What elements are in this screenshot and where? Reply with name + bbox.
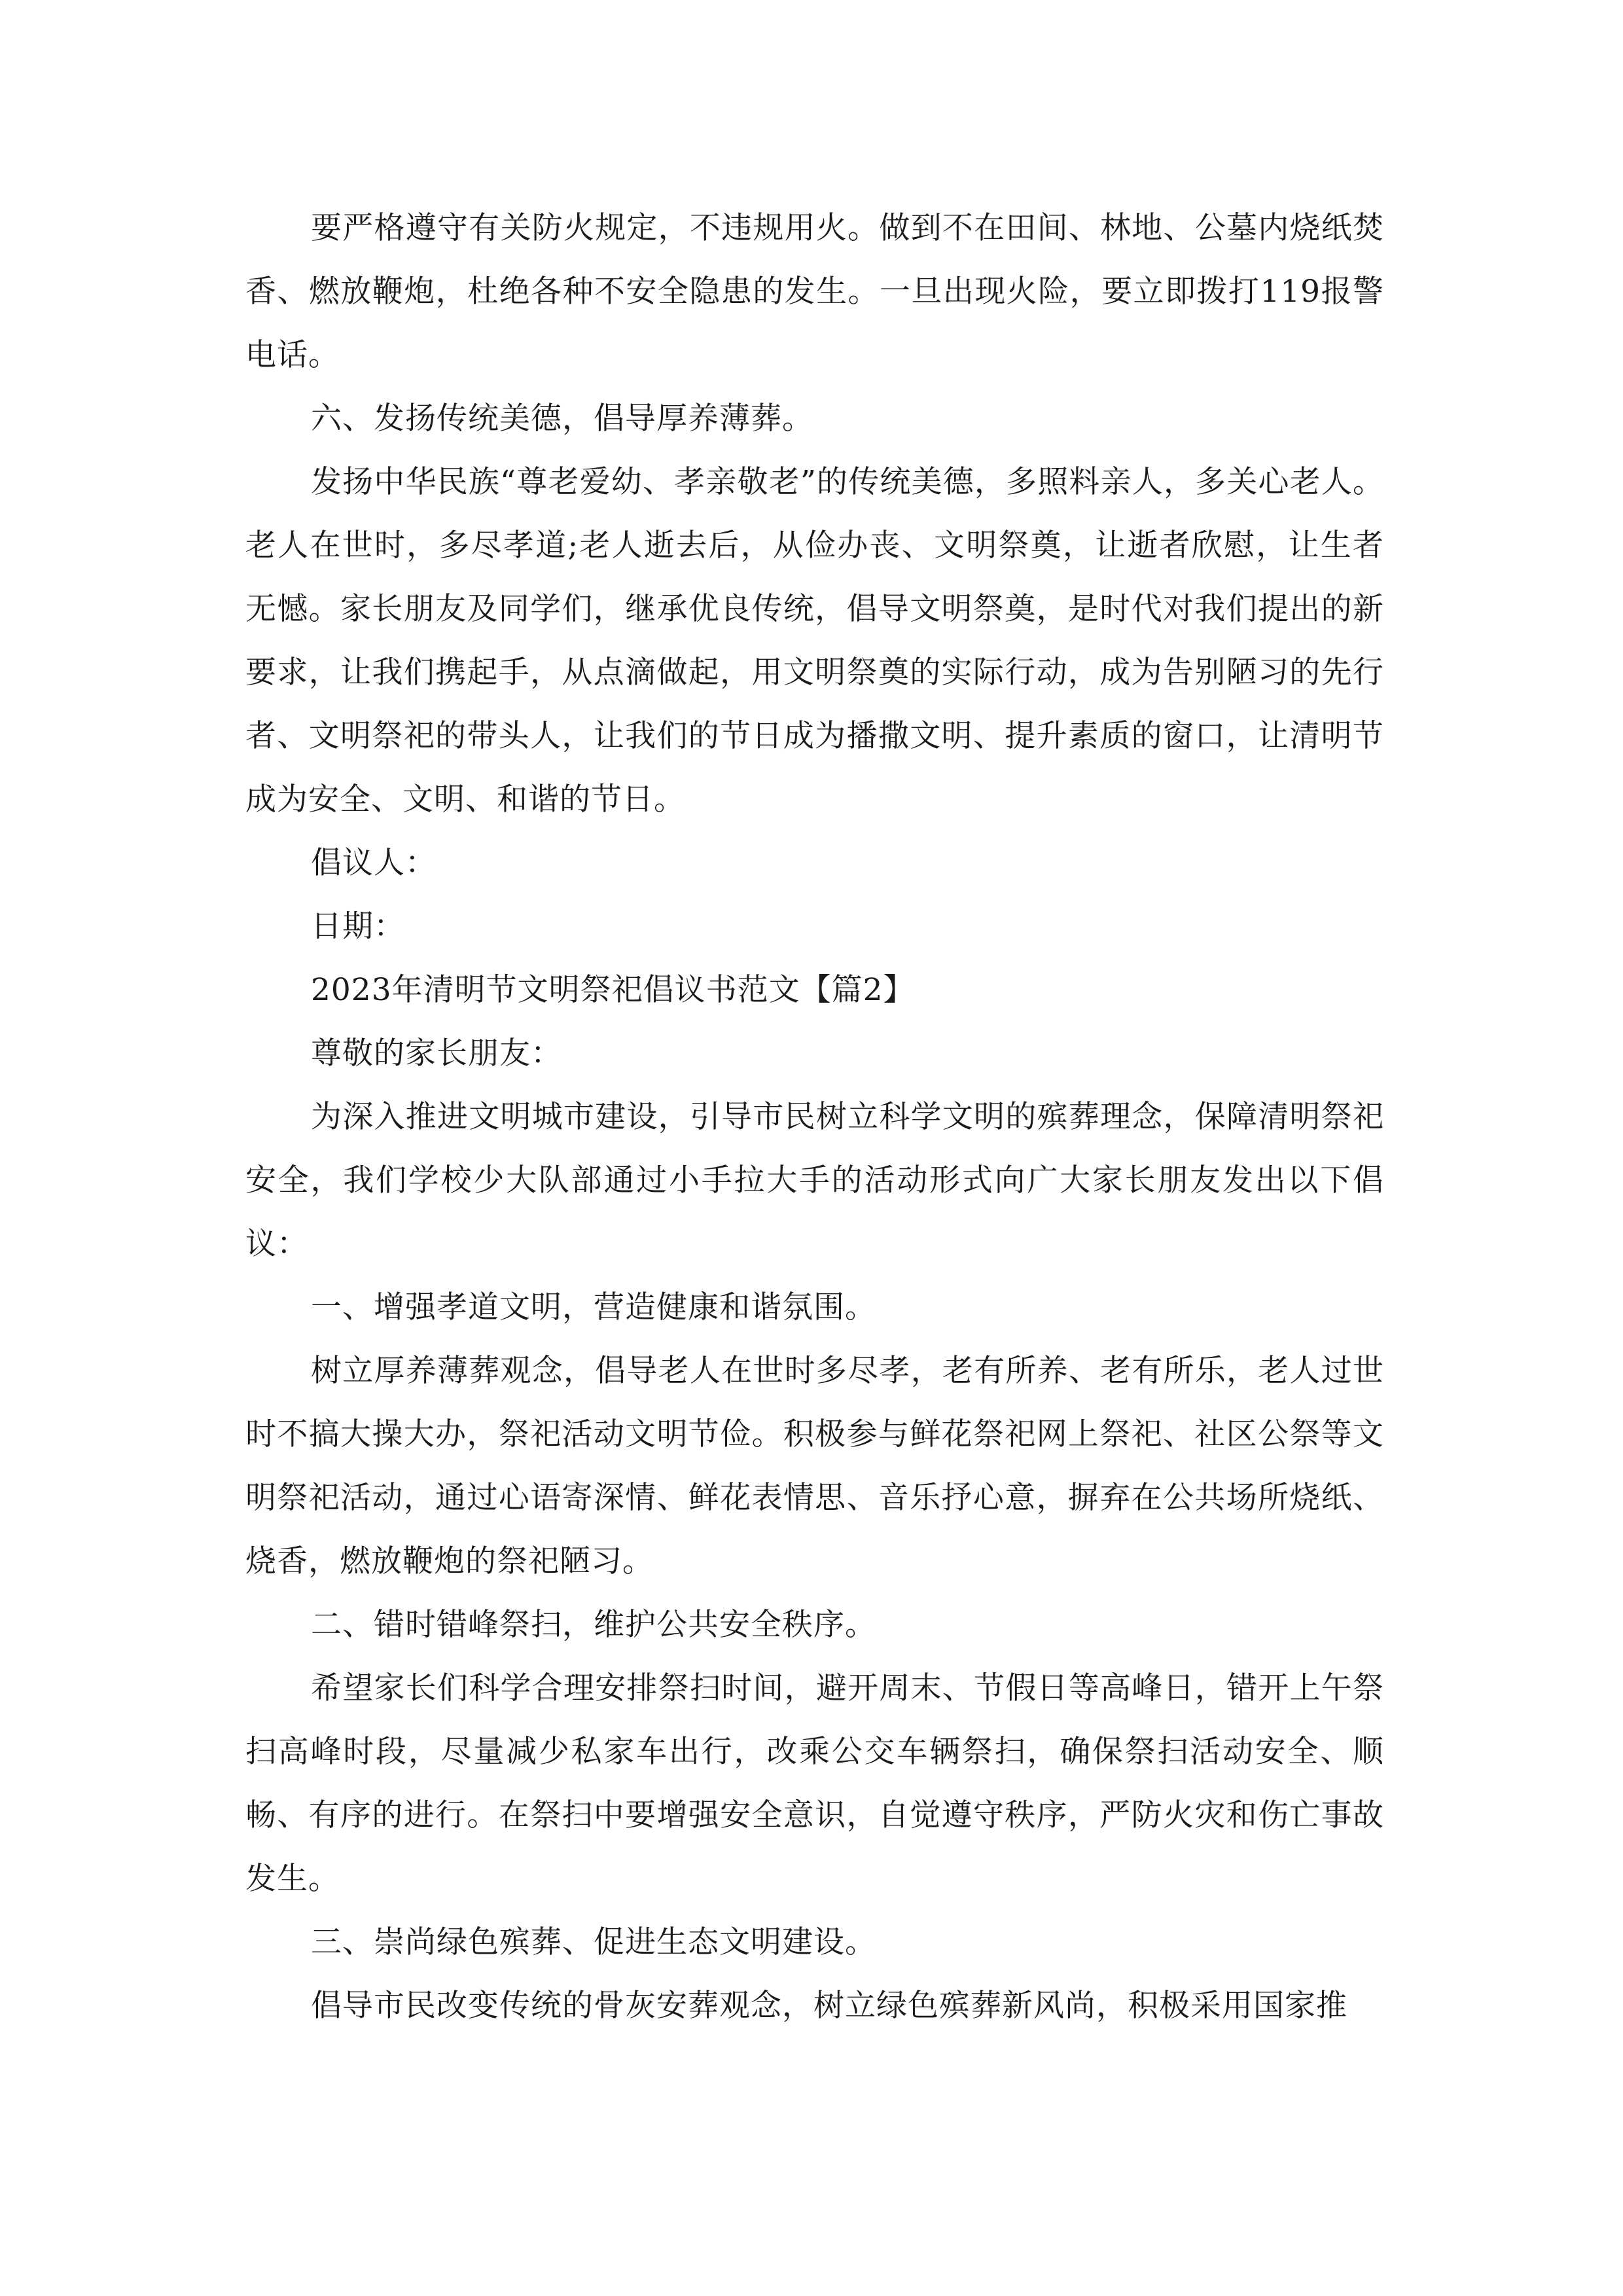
paragraph-traditional-virtues: 发扬中华民族“尊老爱幼、孝亲敬老”的传统美德，多照料亲人，多关心老人。老人在世时，多尽孝道;老人逝去后，从俭办丧、文明祭奠，让逝者欣慰，让生者无憾。家长朋友及同学们，继承优良传统，倡导文明祭奠，是时代对我们提出的新要求，让我们携起手，从点滴做起，用文明祭奠的实际行动，成为告别陋习的先行者、文明祭祀的带头人，让我们的节日成为播撒文明、提升素质的窗口，让清明节成为安全、文明、和谐的节日。 [245, 464, 1384, 817]
section-heading-one: 一、增强孝道文明，营造健康和谐氛围。 [311, 1289, 876, 1325]
paragraph-introduction: 为深入推进文明城市建设，引导市民树立科学文明的殡葬理念，保障清明祭祀安全，我们学校少大队部通过小手拉大手的活动形式向广大家长朋友发出以下倡议： [245, 1099, 1384, 1262]
section-heading-six: 六、发扬传统美德，倡导厚养薄葬。 [311, 401, 813, 437]
salutation: 尊敬的家长朋友： [311, 1035, 562, 1071]
paragraph-filial-piety: 树立厚养薄葬观念，倡导老人在世时多尽孝，老有所养、老有所乐，老人过世时不搞大操大办，祭祀活动文明节俭。积极参与鲜花祭祀网上祭祀、社区公祭等文明祭祀活动，通过心语寄深情、鲜花表情思、音乐抒心意，摒弃在公共场所烧纸、烧香，燃放鞭炮的祭祀陋习。 [245, 1353, 1384, 1579]
document-body [245, 196, 1384, 2037]
section-heading-three: 三、崇尚绿色殡葬、促进生态文明建设。 [311, 1924, 876, 1960]
date-label: 日期： [311, 908, 405, 944]
section-heading-two: 二、错时错峰祭扫，维护公共安全秩序。 [311, 1607, 876, 1643]
signatory-label: 倡议人： [311, 845, 437, 881]
article-title-part-2: 2023年清明节文明祭祀倡议书范文【篇2】 [311, 972, 915, 1008]
paragraph-green-burial: 倡导市民改变传统的骨灰安葬观念，树立绿色殡葬新风尚，积极采用国家推 [311, 1988, 1347, 2024]
paragraph-fire-safety: 要严格遵守有关防火规定，不违规用火。做到不在田间、林地、公墓内烧纸焚香、燃放鞭炮，杜绝各种不安全隐患的发生。一旦出现火险，要立即拨打119报警电话。 [245, 210, 1384, 373]
paragraph-staggered-visits: 希望家长们科学合理安排祭扫时间，避开周末、节假日等高峰日，错开上午祭扫高峰时段，尽量减少私家车出行，改乘公交车辆祭扫，确保祭扫活动安全、顺畅、有序的进行。在祭扫中要增强安全意识，自觉遵守秩序，严防火灾和伤亡事故发生。 [245, 1670, 1384, 1897]
